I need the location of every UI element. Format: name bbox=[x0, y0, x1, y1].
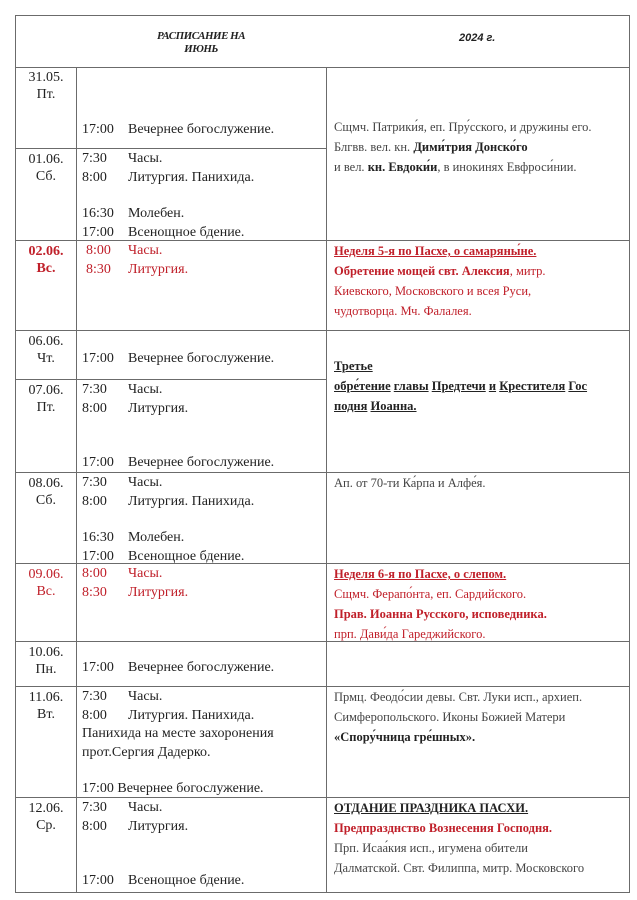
service-name: Молебен. bbox=[128, 206, 185, 221]
saint-name: Дими́трия Донско́го bbox=[413, 140, 528, 154]
feast-cell bbox=[334, 798, 626, 878]
service-name: Всенощное бдение. bbox=[128, 224, 245, 240]
service-name: Литургия. bbox=[128, 400, 189, 416]
date-cell bbox=[16, 475, 76, 509]
feast-text: Третье bbox=[334, 359, 373, 373]
feast-line bbox=[334, 356, 626, 376]
service-name: Литургия. bbox=[128, 261, 189, 277]
saint-name: кн. Евдоки́и bbox=[367, 160, 438, 174]
service-time: 8:00 bbox=[82, 566, 107, 581]
icon-name: «Спору́чница гре́шных». bbox=[334, 730, 476, 744]
services-cell bbox=[82, 150, 254, 242]
service-time: 8:00 bbox=[82, 493, 107, 509]
schedule-table bbox=[15, 15, 630, 893]
weekday: Сб. bbox=[35, 493, 57, 508]
feast-line bbox=[334, 137, 626, 157]
weekday: Пт. bbox=[36, 87, 56, 102]
date-cell bbox=[16, 566, 76, 600]
service-item bbox=[82, 548, 254, 567]
feast-line bbox=[334, 157, 626, 177]
service-time: 8:30 bbox=[86, 261, 111, 277]
service-name: Часы. bbox=[128, 382, 163, 397]
service-name: Литургия. Панихида. bbox=[128, 169, 255, 185]
feast-line: прп. Дави́да Гареджийского. bbox=[334, 627, 486, 641]
weekday: Ср. bbox=[36, 818, 56, 833]
feast-line: Симферопольского. Иконы Божией Матери bbox=[334, 710, 566, 724]
date-column-divider bbox=[76, 67, 77, 893]
feast-column-divider bbox=[326, 67, 327, 893]
service-name: Часы. bbox=[128, 475, 163, 490]
service-name: Молебен. bbox=[128, 530, 185, 545]
date: 12.06. bbox=[28, 801, 64, 816]
title-line-1: РАСПИСАНИЕ НА bbox=[156, 30, 246, 42]
service-name: Часы. bbox=[128, 689, 163, 704]
service-item bbox=[82, 242, 188, 261]
services-cell bbox=[82, 242, 188, 279]
service-name: прот.Сергия Дадерко. bbox=[82, 744, 211, 760]
service-time: 17:00 bbox=[82, 122, 114, 137]
feast-line: Прав. Иоанна Русского, исповедника. bbox=[334, 607, 547, 621]
service-time: 8:00 bbox=[86, 243, 111, 258]
service-item bbox=[82, 688, 274, 707]
service-time: 8:00 bbox=[82, 707, 107, 723]
feast-word: Гос bbox=[568, 379, 588, 393]
date: 07.06. bbox=[28, 383, 64, 398]
feast-word: обре́тение bbox=[334, 379, 391, 393]
weekday: Вт. bbox=[37, 707, 55, 722]
date: 06.06. bbox=[28, 334, 64, 349]
service-time: 16:30 bbox=[82, 530, 114, 545]
service-time: 8:30 bbox=[82, 584, 107, 600]
services-cell bbox=[82, 659, 274, 678]
feast-line: Прп. Исаа́кия исп., игумена обители bbox=[334, 841, 528, 855]
feast-cell bbox=[334, 241, 626, 321]
service-name: Всенощное бдение. bbox=[128, 873, 245, 888]
weekday: Пн. bbox=[35, 662, 57, 677]
feast-word: Предтечи bbox=[431, 379, 486, 393]
feast-title: Неделя 5-я по Пасхе, о самаряны́не. bbox=[334, 244, 537, 258]
services-cell bbox=[82, 799, 244, 891]
date: 08.06. bbox=[28, 476, 64, 491]
date-cell bbox=[16, 151, 76, 185]
weekday: Вс. bbox=[36, 584, 56, 599]
service-time: 8:00 bbox=[82, 400, 107, 416]
service-time: 7:30 bbox=[82, 689, 107, 704]
services-cell bbox=[82, 350, 274, 369]
row-divider bbox=[16, 148, 326, 149]
row-divider bbox=[16, 379, 326, 380]
service-item bbox=[82, 780, 274, 799]
feast-word: подня bbox=[334, 399, 368, 413]
service-name: Литургия. Панихида. bbox=[128, 493, 255, 509]
feast-line: Далматской. Свт. Филиппа, митр. Московского bbox=[334, 861, 585, 875]
service-name: Вечернее богослужение. bbox=[128, 455, 275, 470]
feast-line: Ап. от 70-ти Ка́рпа и Алфе́я. bbox=[334, 476, 486, 490]
service-item bbox=[82, 744, 274, 763]
service-item bbox=[82, 584, 188, 603]
service-name: Вечернее богослужение. bbox=[117, 781, 264, 796]
services-cell bbox=[82, 474, 254, 566]
date-cell bbox=[16, 689, 76, 723]
service-name: Часы. bbox=[128, 151, 163, 166]
service-item bbox=[82, 169, 254, 188]
date: 01.06. bbox=[28, 152, 64, 167]
service-time: 7:30 bbox=[82, 382, 107, 397]
weekday: Пт. bbox=[36, 400, 56, 415]
service-time: 16:30 bbox=[82, 206, 114, 221]
service-time: 17:00 bbox=[82, 548, 114, 564]
service-name: Вечернее богослужение. bbox=[128, 122, 275, 137]
feast-line: Киевского, Московского и всея Руси, bbox=[334, 284, 532, 298]
feast-cell bbox=[334, 564, 626, 644]
service-item bbox=[82, 454, 274, 473]
date-cell bbox=[16, 69, 76, 103]
title-line-2: ИЮНЬ bbox=[184, 43, 218, 55]
services-cell bbox=[82, 565, 188, 602]
service-name: Литургия. bbox=[128, 584, 189, 600]
date-cell bbox=[16, 800, 76, 834]
feast-line bbox=[334, 376, 626, 396]
service-name: Часы. bbox=[128, 243, 163, 258]
feast-word: Иоанна. bbox=[370, 399, 417, 413]
feast-text: , митр. bbox=[509, 264, 546, 278]
date-cell bbox=[16, 333, 76, 367]
service-item bbox=[82, 121, 274, 140]
service-item bbox=[82, 529, 254, 548]
table-header bbox=[16, 16, 629, 68]
service-name: Всенощное бдение. bbox=[128, 548, 245, 564]
service-item bbox=[82, 381, 274, 400]
service-time: 17:00 bbox=[82, 224, 114, 240]
service-name: Панихида на месте захоронения bbox=[82, 726, 274, 741]
service-item bbox=[82, 150, 254, 169]
date: 11.06. bbox=[28, 690, 64, 705]
schedule-title bbox=[126, 30, 276, 56]
feast-line: чудотворца. Мч. Фалалея. bbox=[334, 304, 472, 318]
feast-title: Неделя 6-я по Пасхе, о слепом. bbox=[334, 567, 507, 581]
service-item bbox=[82, 474, 254, 493]
service-name: Часы. bbox=[128, 566, 163, 581]
service-name: Литургия. Панихида. bbox=[128, 707, 255, 723]
feast-cell bbox=[334, 687, 626, 747]
feast-line bbox=[334, 261, 626, 281]
service-item bbox=[82, 725, 274, 744]
service-item bbox=[82, 799, 244, 818]
service-item bbox=[82, 659, 274, 678]
service-item bbox=[82, 707, 274, 726]
weekday: Вс. bbox=[36, 261, 56, 276]
feast-word: и bbox=[488, 379, 497, 393]
service-item bbox=[82, 565, 188, 584]
service-time: 17:00 bbox=[82, 781, 114, 796]
service-item bbox=[82, 261, 188, 280]
feast-text: , в инокинях Евфроси́нии. bbox=[437, 160, 577, 174]
feast-line: Прмц. Феодо́сии девы. Свт. Луки исп., архиеп. bbox=[334, 690, 583, 704]
feast-word: Крестителя bbox=[499, 379, 566, 393]
feast-word: главы bbox=[393, 379, 429, 393]
feast-line: Сщмч. Патрики́я, еп. Пру́сского, и дружины его. bbox=[334, 120, 592, 134]
feast-text: Обретение мощей свт. Алексия bbox=[334, 264, 510, 278]
service-item bbox=[82, 400, 274, 419]
service-item bbox=[82, 872, 244, 891]
date-cell bbox=[16, 243, 76, 277]
service-time: 7:30 bbox=[82, 151, 107, 166]
service-time: 7:30 bbox=[82, 800, 107, 815]
service-item bbox=[82, 350, 274, 369]
service-item bbox=[82, 224, 254, 243]
date-cell bbox=[16, 382, 76, 416]
service-time: 17:00 bbox=[82, 660, 114, 675]
services-cell bbox=[82, 688, 274, 799]
feast-text: и вел. bbox=[334, 160, 368, 174]
row-divider bbox=[16, 330, 629, 331]
feast-line bbox=[334, 396, 626, 416]
service-item bbox=[82, 205, 254, 224]
service-name: Вечернее богослужение. bbox=[128, 351, 275, 366]
service-time: 17:00 bbox=[82, 873, 114, 888]
service-time: 8:00 bbox=[82, 818, 107, 834]
date: 31.05. bbox=[28, 70, 64, 85]
service-time: 8:00 bbox=[82, 169, 107, 185]
feast-cell bbox=[334, 356, 626, 416]
weekday: Чт. bbox=[37, 351, 55, 366]
date: 09.06. bbox=[28, 567, 64, 582]
date-cell bbox=[16, 644, 76, 678]
service-name: Литургия. bbox=[128, 818, 189, 834]
feast-line: Сщмч. Ферапо́нта, еп. Сардийского. bbox=[334, 587, 527, 601]
service-time: 17:00 bbox=[82, 455, 114, 470]
service-time: 17:00 bbox=[82, 351, 114, 366]
feast-line: Предпразднство Вознесения Господня. bbox=[334, 821, 553, 835]
feast-text: Блгвв. вел. кн. bbox=[334, 140, 414, 154]
year-label: 2024 г. bbox=[459, 32, 496, 44]
services-cell bbox=[82, 381, 274, 473]
services-cell bbox=[82, 121, 274, 140]
service-name: Вечернее богослужение. bbox=[128, 660, 275, 675]
feast-cell bbox=[334, 473, 626, 493]
service-name: Часы. bbox=[128, 800, 163, 815]
feast-title: ОТДАНИЕ ПРАЗДНИКА ПАСХИ. bbox=[334, 801, 529, 815]
date: 10.06. bbox=[28, 645, 64, 660]
weekday: Сб. bbox=[35, 169, 57, 184]
service-time: 7:30 bbox=[82, 475, 107, 490]
date: 02.06. bbox=[28, 244, 64, 259]
feast-cell bbox=[334, 117, 626, 177]
service-item bbox=[82, 818, 244, 837]
service-item bbox=[82, 493, 254, 512]
